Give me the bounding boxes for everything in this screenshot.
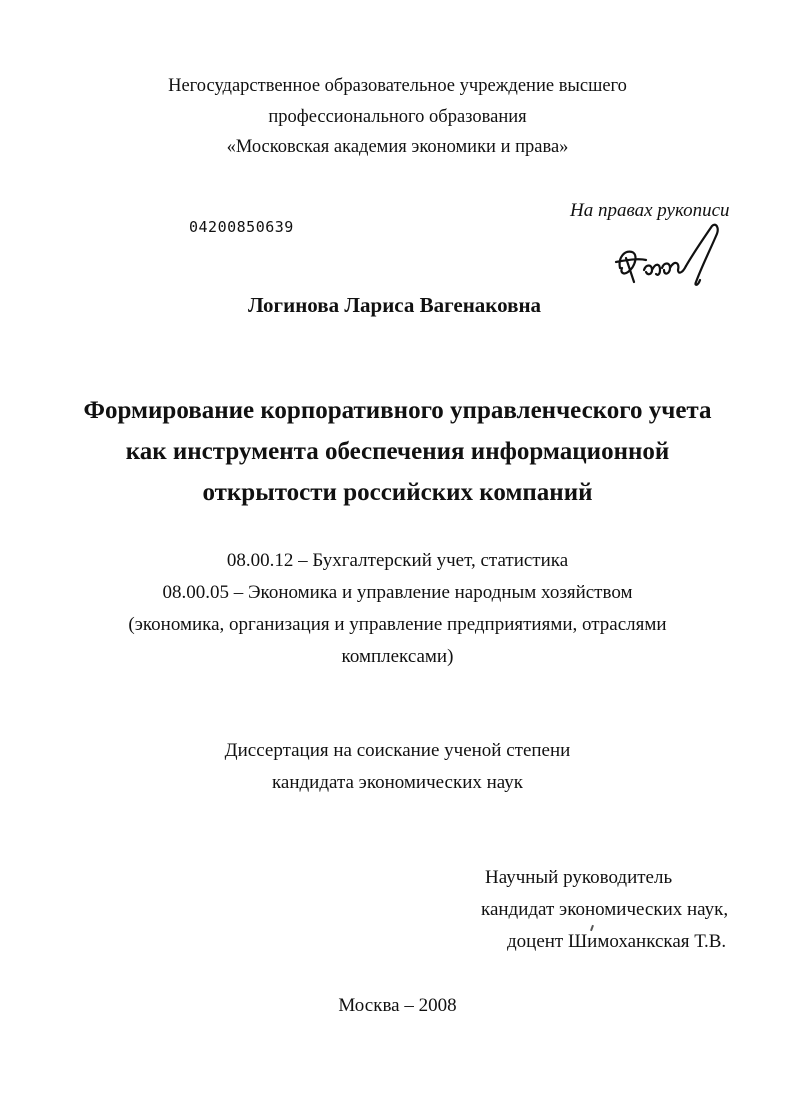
dissertation-line-1: Диссертация на соискание ученой степени [224, 740, 571, 761]
supervisor-degree: кандидат экономических наук, [481, 899, 729, 920]
supervisor-name: доцент Шимоханкская Т.В. [507, 931, 727, 952]
title-line-3: открытости российских компаний [202, 479, 593, 506]
manuscript-note: На правах рукописи [570, 200, 730, 221]
title-line-2: как инструмента обеспечения информационной [125, 438, 670, 465]
institution-line-1: Негосударственное образовательное учреждение высшего [168, 76, 627, 96]
dissertation-line-2: кандидата экономических наук [271, 772, 524, 793]
catalog-number: 04200850639 [189, 218, 294, 236]
signature-icon [612, 222, 724, 292]
specialty-line-2: 08.00.05 – Экономика и управление народным хозяйством [162, 582, 633, 603]
supervisor-label: Научный руководитель [485, 867, 673, 888]
author-name: Логинова Лариса Вагенаковна [247, 293, 542, 317]
institution-line-2: профессионального образования [268, 107, 527, 127]
specialty-line-1: 08.00.12 – Бухгалтерский учет, статистика [226, 550, 569, 571]
title-line-1: Формирование корпоративного управленческого учета [83, 397, 712, 424]
specialty-line-3: (экономика, организация и управление предприятиями, отраслями [128, 614, 667, 635]
specialty-line-4: комплексами) [341, 646, 454, 667]
footer-city-year: Москва – 2008 [338, 995, 457, 1016]
institution-line-3: «Московская академия экономики и права» [226, 137, 569, 157]
